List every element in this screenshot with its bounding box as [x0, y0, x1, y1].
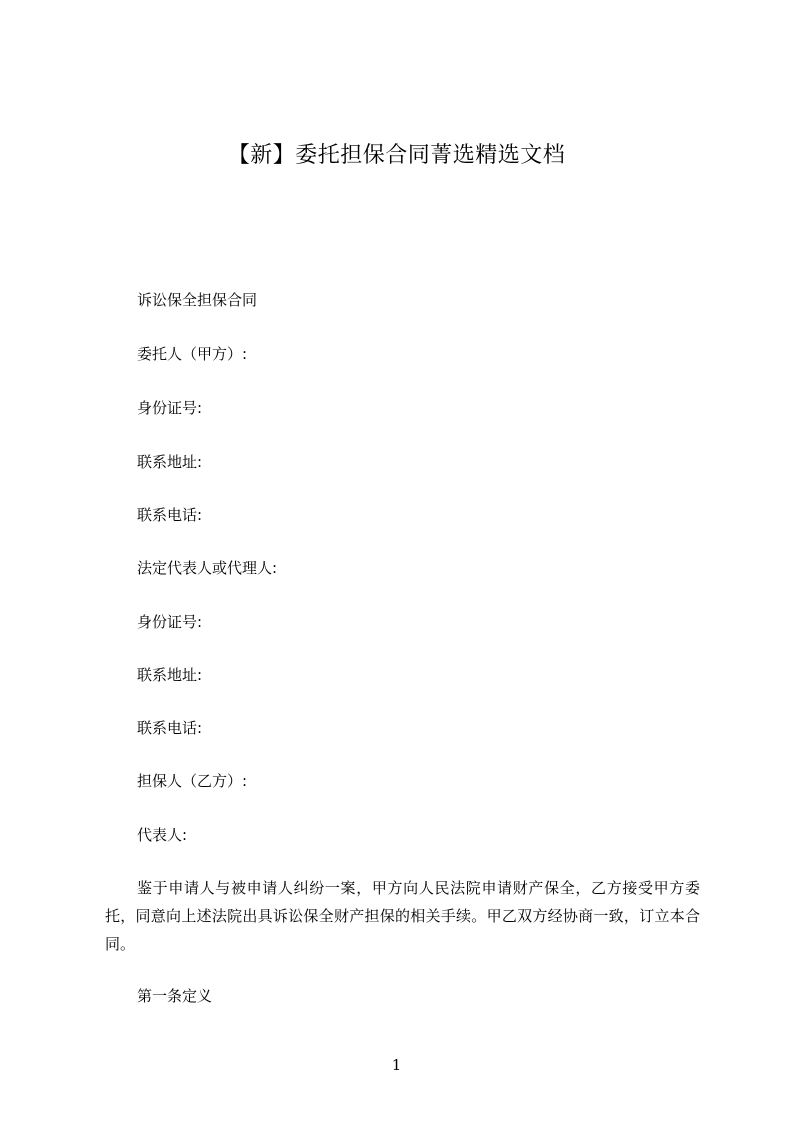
principal-address-label: 联系地址:: [137, 453, 203, 471]
representative-phone-label: 联系电话:: [137, 719, 203, 737]
representative-address-label: 联系地址:: [137, 666, 203, 684]
principal-id-label: 身份证号:: [137, 399, 203, 417]
contract-name: 诉讼保全担保合同: [137, 291, 258, 309]
guarantor-representative-label: 代表人:: [137, 826, 188, 844]
guarantor-label: 担保人（乙方）:: [137, 772, 248, 790]
principal-label: 委托人（甲方）:: [137, 345, 248, 363]
document-title: 【新】委托担保合同菁选精选文档: [227, 143, 566, 168]
representative-id-label: 身份证号:: [137, 613, 203, 631]
page-number: 1: [391, 1056, 402, 1074]
section-heading: 第一条定义: [137, 987, 213, 1005]
preamble-paragraph: 鉴于申请人与被申请人纠纷一案，甲方向人民法院申请财产保全，乙方接受甲方委托，同意向上述法院出具诉讼保全财产担保的相关手续。甲乙双方经协商一致，订立本合同。: [105, 879, 700, 953]
principal-phone-label: 联系电话:: [137, 506, 203, 524]
legal-representative-label: 法定代表人或代理人:: [137, 559, 278, 577]
